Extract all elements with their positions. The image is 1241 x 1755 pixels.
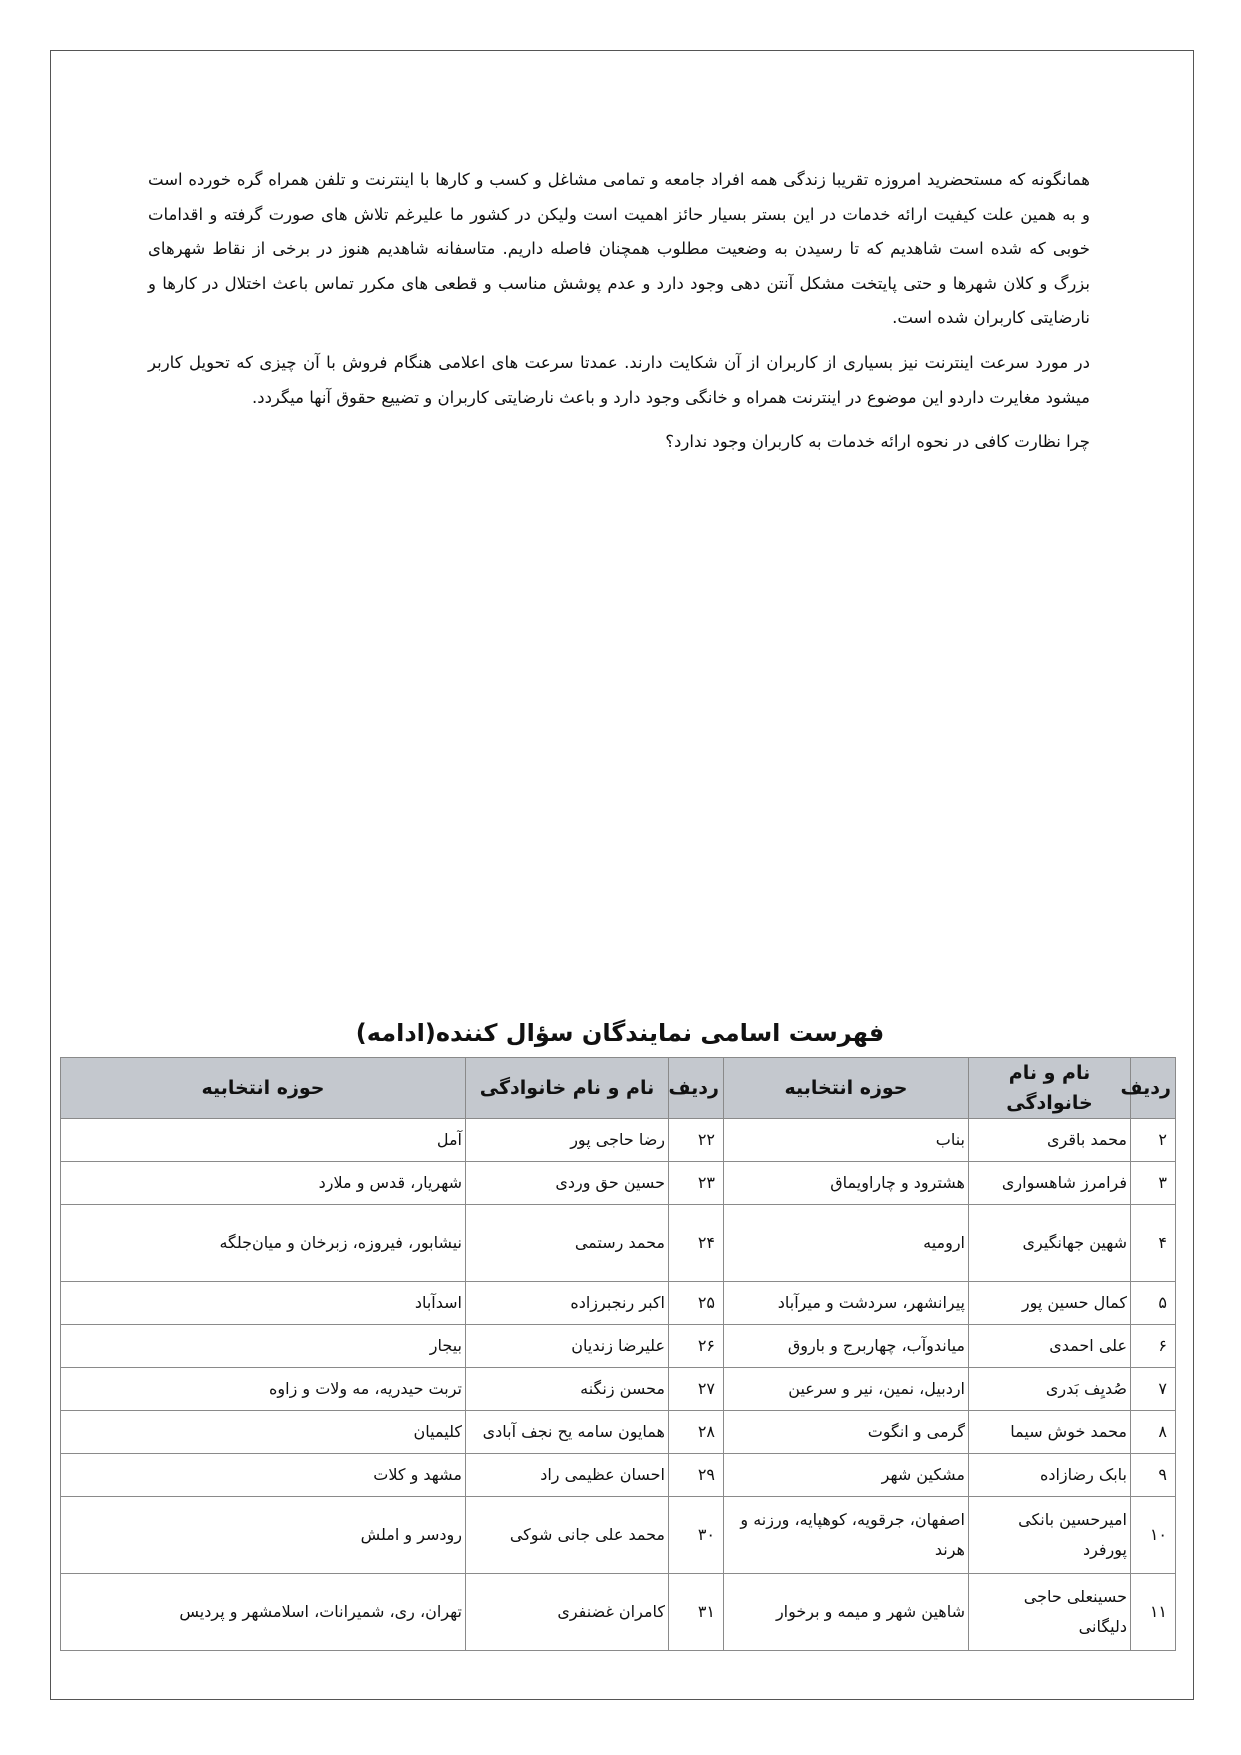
row-number-cell: ۲۴ [669, 1205, 724, 1282]
row-number-cell: ۷ [1131, 1368, 1176, 1411]
district-cell: گرمی و انگوت [724, 1411, 969, 1454]
row-number-cell: ۹ [1131, 1454, 1176, 1497]
row-number-cell: ۸ [1131, 1411, 1176, 1454]
name-cell: حسینعلی حاجی دلیگانی [969, 1574, 1131, 1651]
table-row [61, 1162, 1176, 1205]
name-cell: رضا حاجی پور [466, 1119, 669, 1162]
district-cell: بیجار [61, 1325, 466, 1368]
district-cell: رودسر و املش [61, 1497, 466, 1574]
table-row [61, 1282, 1176, 1325]
header-district: حوزه انتخابیه [61, 1058, 466, 1119]
district-cell: اردبیل، نمین، نیر و سرعین [724, 1368, 969, 1411]
name-cell: علی احمدی [969, 1325, 1131, 1368]
row-number-cell: ۳ [1131, 1162, 1176, 1205]
row-number-cell: ۳۱ [669, 1574, 724, 1651]
paragraph: در مورد سرعت اینترنت نیز بسیاری از کاربران از آن شکایت دارند. عمدتا سرعت های اعلامی هنگام فروش با آن چیزی که تحویل کاربر میشود مغایرت داردو این موضوع در اینترنت همراه و خانگی وجود دارد و باعث نارضایتی کاربران و تضییع حقوق آنها میگردد. [148, 352, 1090, 407]
name-cell: شهین جهانگیری [969, 1205, 1131, 1282]
table-row [61, 1368, 1176, 1411]
header-row-number: ردیف [1131, 1058, 1176, 1119]
table-row [61, 1497, 1176, 1574]
district-cell: میاندوآب، چهاربرج و باروق [724, 1325, 969, 1368]
table-row [61, 1119, 1176, 1162]
header-name: نام و نام خانوادگی [466, 1058, 669, 1119]
district-cell: مشهد و کلات [61, 1454, 466, 1497]
table-row [61, 1411, 1176, 1454]
row-number-cell: ۵ [1131, 1282, 1176, 1325]
district-cell: ارومیه [724, 1205, 969, 1282]
row-number-cell: ۶ [1131, 1325, 1176, 1368]
name-cell: صُدیِف بَدری [969, 1368, 1131, 1411]
table-title: فهرست اسامی نمایندگان سؤال کننده(ادامه) [355, 1019, 885, 1047]
name-cell: امیرحسین بانکی پورفرد [969, 1497, 1131, 1574]
paragraph: همانگونه که مستحضرید امروزه تقریبا زندگی همه افراد جامعه و تمامی مشاغل و کسب و کارها با اینترنت و تلفن همراه گره خورده است و به همین علت کیفیت ارائه خدمات در این بستر بسیار حائز اهمیت است ولیکن در کشور ما علیرغم تلاش های صورت گرفته و اقدامات خوبی که شده است شاهدیم که تا رسیدن به وضعیت مطلوب همچنان فاصله داریم. متاسفانه شاهدیم هنوز در برخی از نقاط شهرهای بزرگ و کلان شهرها و حتی پایتخت مشکل آنتن دهی وجود دارد و عدم پوشش مناسب و قطعی های مکرر تماس باعث اختلال در کارها و نارضایتی کاربران شده است. [148, 170, 1090, 328]
district-cell: مشکین شهر [724, 1454, 969, 1497]
row-number-cell: ۳۰ [669, 1497, 724, 1574]
district-cell: شهریار، قدس و ملارد [61, 1162, 466, 1205]
name-cell: محمد رستمی [466, 1205, 669, 1282]
row-number-cell: ۴ [1131, 1205, 1176, 1282]
name-cell: محسن زنگنه [466, 1368, 669, 1411]
district-cell: تربت حیدریه، مه ولات و زاوه [61, 1368, 466, 1411]
body-text [148, 163, 1090, 470]
district-cell: هشترود و چاراویماق [724, 1162, 969, 1205]
row-number-cell: ۲۲ [669, 1119, 724, 1162]
name-cell: اکبر رنجبرزاده [466, 1282, 669, 1325]
district-cell: نیشابور، فیروزه، زبرخان و میان‌جلگه [61, 1205, 466, 1282]
name-cell: محمد باقری [969, 1119, 1131, 1162]
row-number-cell: ۲ [1131, 1119, 1176, 1162]
table-row [61, 1325, 1176, 1368]
name-cell: حسین حق وردی [466, 1162, 669, 1205]
district-cell: بناب [724, 1119, 969, 1162]
name-cell: علیرضا زندیان [466, 1325, 669, 1368]
district-cell: اسدآباد [61, 1282, 466, 1325]
name-cell: بابک رضازاده [969, 1454, 1131, 1497]
name-cell: کمال حسین پور [969, 1282, 1131, 1325]
representatives-table [60, 1057, 1176, 1651]
name-cell: همایون سامه یح نجف آبادی [466, 1411, 669, 1454]
table-row [61, 1205, 1176, 1282]
district-cell: کلیمیان [61, 1411, 466, 1454]
table-row [61, 1574, 1176, 1651]
name-cell: احسان عظیمی راد [466, 1454, 669, 1497]
district-cell: اصفهان، جرقویه، کوهپایه، ورزنه و هرند [724, 1497, 969, 1574]
header-name: نام و نام خانوادگی [969, 1058, 1131, 1119]
header-row-number: ردیف [669, 1058, 724, 1119]
district-cell: آمل [61, 1119, 466, 1162]
paragraph: چرا نظارت کافی در نحوه ارائه خدمات به کاربران وجود ندارد؟ [665, 432, 1090, 452]
name-cell: محمد علی جانی شوکی [466, 1497, 669, 1574]
row-number-cell: ۱۱ [1131, 1574, 1176, 1651]
name-cell: کامران غضنفری [466, 1574, 669, 1651]
table-row [61, 1454, 1176, 1497]
district-cell: شاهین شهر و میمه و برخوار [724, 1574, 969, 1651]
district-cell: پیرانشهر، سردشت و میرآباد [724, 1282, 969, 1325]
name-cell: فرامرز شاهسواری [969, 1162, 1131, 1205]
table-header-row [61, 1058, 1176, 1119]
row-number-cell: ۲۵ [669, 1282, 724, 1325]
row-number-cell: ۲۶ [669, 1325, 724, 1368]
row-number-cell: ۲۸ [669, 1411, 724, 1454]
district-cell: تهران، ری، شمیرانات، اسلامشهر و پردیس [61, 1574, 466, 1651]
row-number-cell: ۲۳ [669, 1162, 724, 1205]
row-number-cell: ۱۰ [1131, 1497, 1176, 1574]
row-number-cell: ۲۷ [669, 1368, 724, 1411]
header-district: حوزه انتخابیه [724, 1058, 969, 1119]
row-number-cell: ۲۹ [669, 1454, 724, 1497]
name-cell: محمد خوش سیما [969, 1411, 1131, 1454]
